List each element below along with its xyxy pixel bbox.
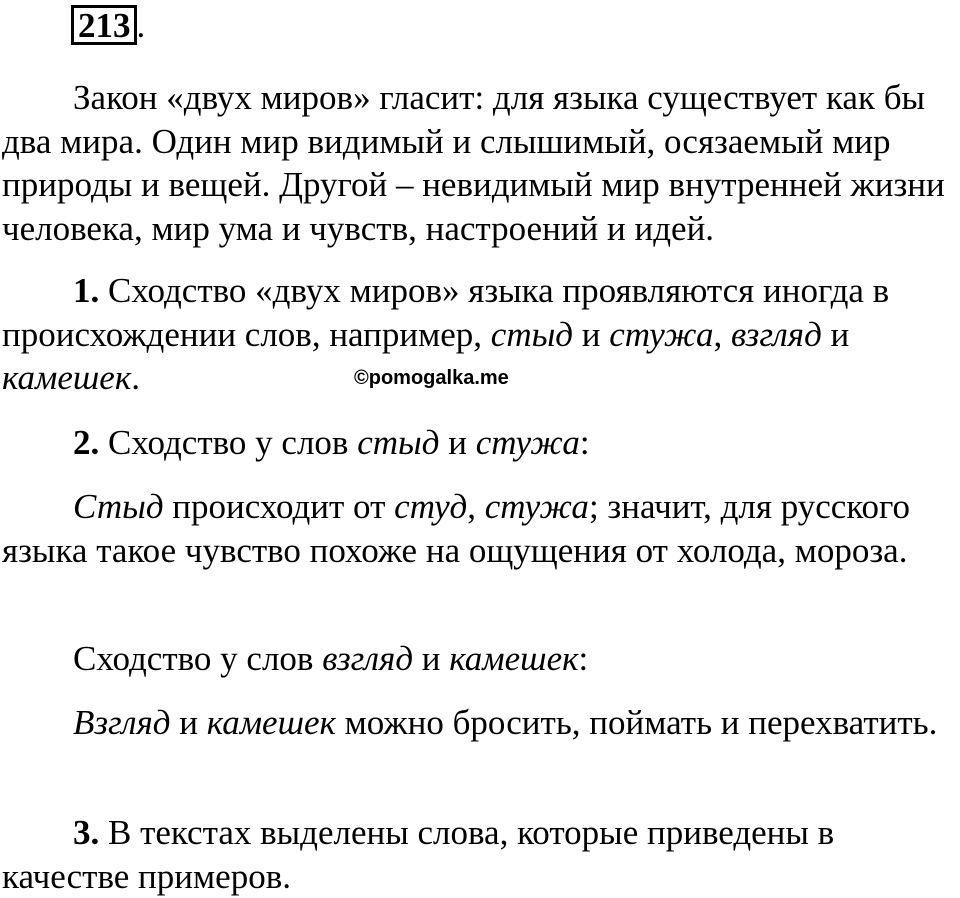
example-word: стужа [484, 487, 589, 526]
example-word: стыд [357, 423, 440, 462]
point-number: 2. [73, 423, 100, 462]
example-word: стужа [609, 314, 714, 354]
example-word: Взгляд [73, 703, 171, 742]
point-number: 1. [73, 271, 100, 310]
paragraph-point-3 [2, 811, 947, 898]
text-fragment: и [170, 703, 207, 742]
text-fragment: В текстах выделены слова, которые приведены в качестве примеров. [2, 813, 835, 896]
text-fragment: Сходство у слов [99, 423, 358, 462]
text-fragment: и [821, 314, 850, 354]
example-word: камешек [2, 358, 132, 397]
exercise-number-dot: . [136, 6, 146, 45]
example-word: студ [394, 487, 468, 526]
text-fragment: и [413, 639, 450, 678]
example-word: камешек [449, 639, 579, 678]
paragraph-point-2 [2, 421, 947, 465]
paragraph-law-two-worlds: Закон «двух миров» гласит: для языка существует как бы два мира. Один мир видимый и слышимый, осязаемый мир природы и вещей. Другой – невидимый мир внутренней жизни человека, мир ума и чувств, настроений и идей. [2, 78, 945, 248]
text-fragment: . [131, 358, 140, 397]
text-fragment: можно бросить, поймать и перехватить. [335, 703, 938, 742]
point-number: 3. [73, 813, 100, 852]
text-fragment: , [467, 487, 485, 526]
exercise-number [71, 5, 145, 45]
example-word: стужа [475, 423, 580, 462]
example-word: камешек [206, 703, 336, 742]
example-word: стыд [490, 314, 574, 354]
paragraph-vzglyad-explanation [2, 701, 947, 745]
text-fragment: Сходство у слов [73, 639, 323, 678]
paragraph-vzglyad-heading [2, 637, 947, 681]
text-fragment: : [579, 423, 590, 462]
example-word: Стыд [73, 487, 164, 526]
text-fragment: и [573, 314, 610, 354]
text-fragment: Сходство «двух миров» языка проявляются иногда в происхождении слов, например, [2, 271, 890, 354]
text-fragment: , [713, 314, 731, 354]
text-fragment: : [578, 639, 589, 678]
paragraph-styd-origin [2, 485, 947, 572]
example-word: взгляд [730, 314, 822, 354]
text-fragment: и [439, 423, 476, 462]
example-word: взгляд [322, 639, 414, 678]
watermark: ©pomogalka.me [354, 367, 509, 389]
text-fragment: ; значит, для русского языка такое чувство похоже на ощущения от холода, мороза. [2, 487, 911, 570]
exercise-number-box: 213 [71, 5, 137, 45]
text-fragment: происходит от [163, 487, 395, 526]
